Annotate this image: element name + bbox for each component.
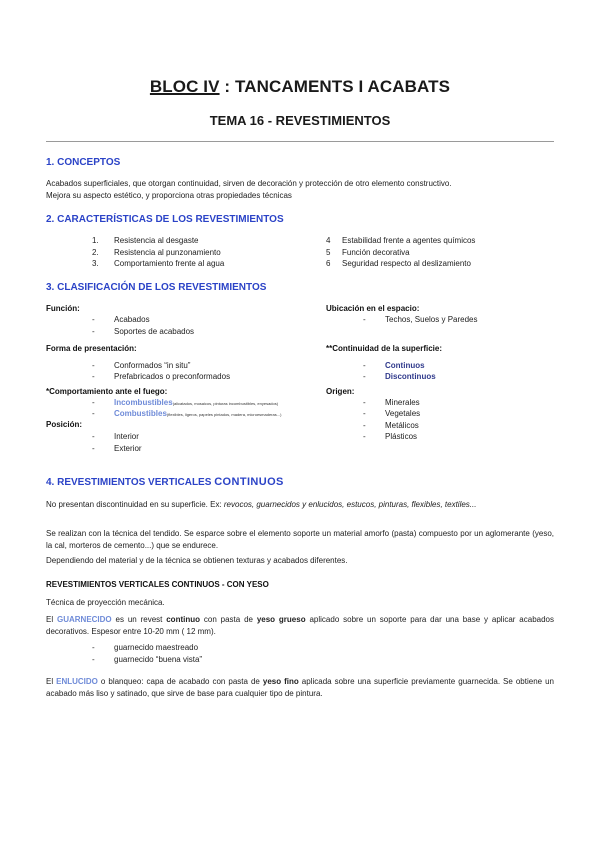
guarnecido-paragraph: El GUARNECIDO es un revest continuo con pasta de yeso grueso aplicado sobre un soporte para dar una base y aplicar acabados decorativos. Espesor entre 10-20 mm ( 12 mm). [46, 615, 554, 636]
combustibles-term: Combustibles [114, 409, 167, 418]
list-item: - Minerales [363, 398, 420, 407]
char-item: 2. Resistencia al punzonamiento [92, 248, 221, 257]
char-item: 1. Resistencia al desgaste [92, 236, 199, 245]
bloc-title-underlined: BLOC IV [149, 77, 220, 96]
list-item: - Prefabricados o preconformados [92, 372, 231, 381]
section-1-title: 1. CONCEPTOS [46, 157, 121, 168]
list-item: - Conformados “in situ” [92, 361, 191, 370]
char-item: 5 Función decorativa [326, 248, 410, 257]
discontinuos-term: Discontinuos [385, 372, 436, 381]
list-item: - Combustibles(flexibles, ligeros, papeles pintados, madera, microesmaderas...) [92, 409, 282, 418]
tema-title: TEMA 16 - REVESTIMIENTOS [209, 113, 391, 128]
section-2-title: 2. CARACTERÍSTICAS DE LOS REVESTIMIENTOS [46, 214, 284, 225]
s4-paragraph-3: Dependiendo del material y de la técnica se obtienen texturas y acabados diferentes. [46, 556, 348, 565]
list-item: - Metálicos [363, 421, 419, 430]
list-item: - Vegetales [363, 409, 421, 418]
bloc-title [0, 77, 600, 97]
list-item: - Incombustibles(alicatados, mosaicos, pinturas incombustibles, enyesados) [92, 398, 279, 407]
list-item: - Techos, Suelos y Paredes [363, 315, 478, 324]
ubicacion-label: Ubicación en el espacio: [326, 304, 420, 313]
funcion-label: Función: [46, 304, 80, 313]
list-item: - Exterior [92, 444, 142, 453]
enlucido-paragraph: El ENLUCIDO o blanqueo: capa de acabado con pasta de yeso fino aplicada sobre una superficie previamente guarnecida. Se obtiene un acabado más liso y satinado, que sirve de base para cualquier tipo de pintura. [46, 677, 554, 698]
char-item: 6 Seguridad respecto al deslizamiento [326, 259, 471, 268]
guarnecido-term: GUARNECIDO [56, 615, 112, 624]
incombustibles-term: Incombustibles [114, 398, 173, 407]
continuidad-label: **Continuidad de la superficie: [326, 344, 443, 353]
char-item: 4 Estabilidad frente a agentes químicos [326, 236, 476, 245]
section-3-title: 3. CLASIFICACIÓN DE LOS REVESTIMIENTOS [46, 282, 267, 293]
bloc-title-rest: : TANCAMENTS I ACABATS [219, 77, 451, 96]
origen-label: Origen: [326, 387, 355, 396]
list-item: - Soportes de acabados [92, 327, 195, 336]
list-item: - Interior [92, 432, 139, 441]
subsection-title: REVESTIMIENTOS VERTICALES CONTINUOS - CON YESO [46, 580, 269, 589]
list-item: - guarnecido maestreado [92, 643, 199, 652]
combustibles-note: (flexibles, ligeros, papeles pintados, madera, microesmaderas...) [166, 412, 282, 417]
char-item: 3. Comportamiento frente al agua [92, 259, 225, 268]
enlucido-term: ENLUCIDO [56, 677, 98, 686]
continuos-heading-word: CONTINUOS [214, 476, 284, 488]
s4-paragraph-4: Técnica de proyección mecánica. [46, 598, 165, 607]
section-4-title: 4. REVESTIMIENTOS VERTICALES CONTINUOS [46, 476, 284, 488]
posicion-label: Posición: [46, 420, 83, 429]
s4-paragraph-1: No presentan discontinuidad en su superficie. Ex: revocos, guarnecidos y enlucidos, estucos, pinturas, flexibles, textiles... [46, 500, 477, 509]
continuos-term: Continuos [385, 361, 425, 370]
header-divider [46, 141, 554, 142]
list-item: - guarnecido “buena vista” [92, 655, 203, 664]
incombustibles-note: (alicatados, mosaicos, pinturas incombustibles, enyesados) [172, 401, 279, 406]
list-item: - Plásticos [363, 432, 418, 441]
s4-paragraph-2: Se realizan con la técnica del tendido. Se esparce sobre el elemento soporte un material amorfo (pasta) compuesto por un aglomerante (yeso, la cal, morteros de cemento...) que se endurece. [46, 529, 554, 550]
list-item: - Discontinuos [363, 372, 436, 381]
s1-line-1: Acabados superficiales, que otorgan continuidad, sirven de decoración y protección de otro elemento constructivo. [46, 179, 452, 188]
list-item: - Acabados [92, 315, 150, 324]
list-item: - Continuos [363, 361, 425, 370]
forma-label: Forma de presentación: [46, 344, 137, 353]
s1-line-2: Mejora su aspecto estético, y proporciona otras propiedades técnicas [46, 191, 292, 200]
fuego-label: *Comportamiento ante el fuego: [46, 387, 168, 396]
